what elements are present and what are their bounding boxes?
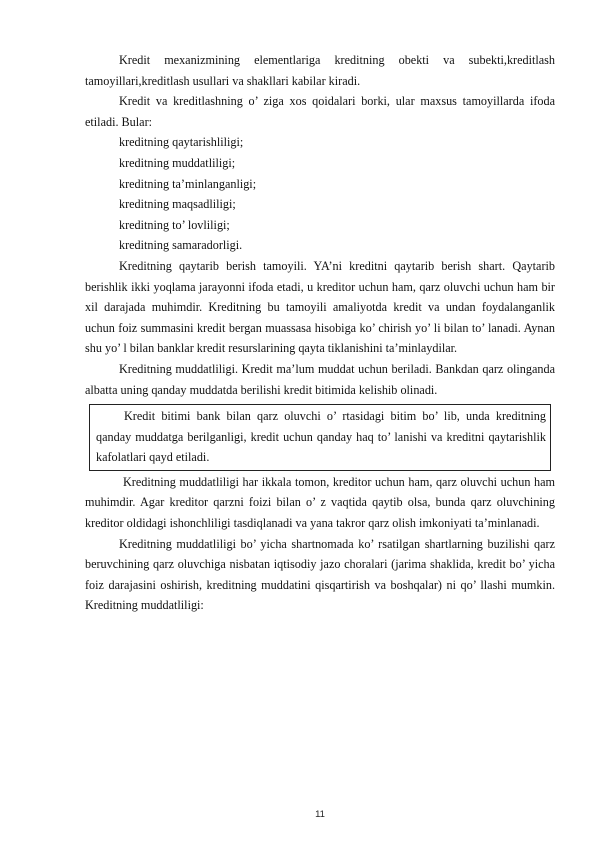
list-item: kreditning maqsadliligi; — [119, 197, 236, 212]
list-item: kreditning ta’minlanganligi; — [119, 176, 257, 191]
page-number: 11 — [315, 809, 325, 820]
paragraph-repayment-principle: Kreditning qaytarib berish tamoyili. YA’ni kreditni qaytarib berish shart. Qaytarib berishlik ikki yoqlama jarayonni ifoda etadi, u kreditor uchun ham, qarz oluvchi uchun ham bir xil darajada muhimdir. Kreditning bu tamoyili amaliyotda kredit va undan foydalanganlik uchun foiz summasini kredit bergan muassasa hisobiga ko’ chirish yo’ li bilan to’ lanadi. Aynan shu yo’ l bilan banklar kredit resurslarining qayta tiklanishini ta’minlaydilar. — [85, 258, 555, 356]
list-item: kreditning qaytarishliligi; — [119, 135, 244, 150]
paragraph-term-violation: Kreditning muddatliligi bo’ yicha shartnomada ko’ rsatilgan shartlarning buzilishi qarz beruvchining qarz oluvchiga nisbatan iqtisodiy jazo choralari (jarima shaklida, kredit bo’ yicha foiz darajasini oshirish, kreditning muddatini qisqartirish va boshqalar) ni qo’ llashi mumkin. Kreditning muddatliligi: — [85, 536, 555, 613]
credit-agreement-definition-box: Kredit bitimi bank bilan qarz oluvchi o’ rtasidagi bitim bo’ lib, unda kreditning qanday muddatga berilganligi, kredit uchun qanday haq to’ lanishi va kreditni qaytarishlik kafolatlari qayd etiladi. — [89, 404, 551, 471]
paragraph-principles-intro: Kredit va kreditlashning o’ ziga xos qoidalari borki, ular maxsus tamoyillarda ifoda etiladi. Bular: — [85, 94, 555, 129]
list-item: kreditning to’ lovliligi; — [119, 217, 230, 232]
list-item: kreditning samaradorligi. — [119, 238, 243, 253]
paragraph-term-principle: Kreditning muddatliligi. Kredit ma’lum muddat uchun beriladi. Bankdan qarz olinganda albatta uning qanday muddatda berilishi kredit bitimida kelishib olinadi. — [85, 361, 555, 397]
list-item: kreditning muddatliligi; — [119, 155, 236, 170]
paragraph-term-importance: Kreditning muddatliligi har ikkala tomon, kreditor uchun ham, qarz oluvchi uchun ham muhimdir. Agar kreditor qarzni foizi bilan o’ z vaqtida qaytib olsa, bunda qarz oluvchining kreditor oldidagi ishonchliligi tasdiqlanadi va yana takror qarz olish imkoniyati ta’minlanadi. — [85, 474, 555, 531]
principles-list — [85, 132, 555, 256]
document-page — [85, 50, 555, 616]
paragraph-credit-mechanism: Kredit mexanizmining elementlariga kreditning obekti va subekti,kreditlash tamoyillari,kreditlash usullari va shakllari kabilar kiradi. — [85, 53, 555, 88]
